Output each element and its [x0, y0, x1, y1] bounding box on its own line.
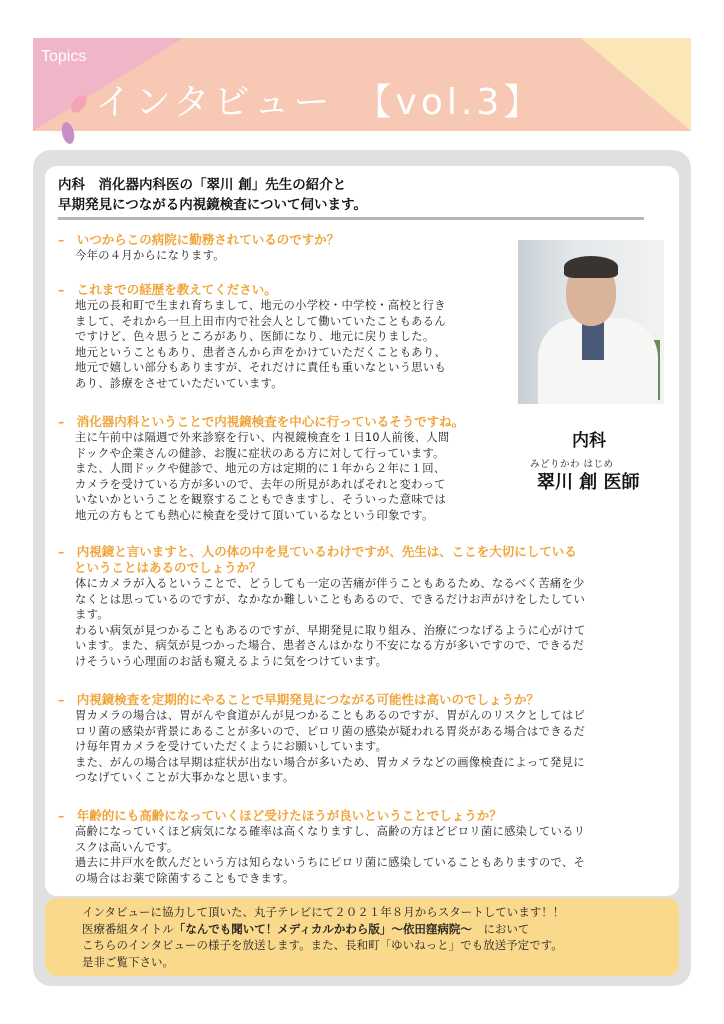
- qa-item: [58, 544, 668, 670]
- program-title: 「なんでも聞いて！メディカルかわら版」～依田窪病院～: [173, 921, 472, 936]
- note-line: 是非ご覧下さい。: [82, 954, 174, 969]
- answer: 地元の長和町で生まれ育ちまして、地元の小学校・中学校・高校と行き まして、それから一旦上田市内で社会人として働いていたこともあるん ですけど、色々思うところがあり、医師になり、地元に戻りました。 地元ということもあり、患者さんから声をかけていただくこともあり、 地元で嬉しい部分もありますが、それだけに責任も重いなという思いも あり、診療をさせていただいています。: [75, 299, 447, 390]
- qa-item: [58, 414, 528, 524]
- page-title: インタビュー 【vol.3】: [95, 82, 544, 123]
- question: – 内視鏡と言いますと、人の体の中を見ているわけですが、先生は、ここを大切にしている ということはあるのでしょうか？: [58, 544, 577, 575]
- intro-line: 内科 消化器内科医の「翠川 創」先生の紹介と: [58, 177, 347, 193]
- question: – いつからこの病院に勤務されているのですか？: [58, 232, 340, 247]
- answer: 今年の４月からになります。: [75, 249, 225, 262]
- question: – 消化器内科ということで内視鏡検査を中心に行っているそうですね。: [58, 414, 465, 429]
- question: – これまでの経歴を教えてください。: [58, 282, 277, 297]
- intro-heading: [58, 175, 648, 215]
- department-label: 内科: [572, 431, 606, 451]
- header-decoration-right: [581, 38, 691, 131]
- topics-label: Topics: [41, 48, 87, 65]
- doctor-portrait-photo: [518, 240, 664, 404]
- qa-item: [58, 692, 668, 786]
- answer: 体にカメラが入るということで、どうしても一定の苦痛が伴うこともあるため、なるべく苦痛を少 なくとは思っているのですが、なかなか難しいこともあるので、できるだけお声がけをしたしてい ます。 わるい病気が見つかることもあるのですが、早期発見に取り組み、治療につなげるように心がけて います。また、病気が見つかった場合、患者さんはかなり不安になる方が多いですので、できるだ けそういう心理面のお話も窺えるように気をつけています。: [75, 577, 586, 668]
- note-line: こちらのインタビューの様子を放送します。また、長和町「ゆいねっと」でも放送予定です。: [82, 938, 563, 952]
- note-text: 医療番組タイトル: [82, 921, 174, 936]
- qa-item: [58, 282, 508, 392]
- divider: [58, 217, 644, 220]
- note-text: において: [471, 921, 530, 936]
- doctor-name: 翠川 創 医師: [537, 472, 640, 493]
- note-line: [82, 921, 662, 938]
- note-line: インタビューに協力して頂いた、丸子テレビにて２０２１年８月からスタートしています！！: [82, 905, 565, 919]
- answer: 主に午前中は隔週で外来診察を行い、内視鏡検査を１日10人前後、人間 ドックや企業さんの健診、お腹に症状のある方に対して行っています。 また、人間ドックや健診で、地元の方は定期的に１年から２年に１回、 カメラを受けている方が多いので、去年の所見があればそれと変わって いないかということを観察することもできますし、そういった意味では 地元の方もとても熱心に検査を受けて頂いているなという印象です。: [75, 431, 450, 522]
- answer: 高齢になっていくほど病気になる確率は高くなりますし、高齢の方ほどピロリ菌に感染しているリ スクは高いんです。 過去に井戸水を飲んだという方は知らないうちにピロリ菌に感染していることもありますので、そ の場合はお薬で除菌することもできます。: [75, 825, 586, 885]
- header-banner: [33, 38, 691, 131]
- qa-item: [58, 808, 668, 886]
- broadcast-note-text: [82, 904, 662, 970]
- name-furigana: みどりかわ はじめ: [530, 459, 614, 470]
- answer: 胃カメラの場合は、胃がんや食道がんが見つかることもあるのですが、胃がんのリスクとしてはピ ロリ菌の感染が背景にあることが多いので、ピロリ菌の感染が疑われる胃炎がある場合はできるだ け毎年胃カメラを受けていただくようにお願いしています。 また、がんの場合は早期は症状が出ない場合が多いため、胃カメラなどの画像検査によって発見に つなげていくことが大事かなと思います。: [75, 709, 586, 785]
- question: – 内視鏡検査を定期的にやることで早期発見につながる可能性は高いのでしょうか？: [58, 692, 540, 707]
- qa-item: [58, 232, 508, 264]
- intro-line: 早期発見につながる内視鏡検査について伺います。: [58, 197, 367, 213]
- question: – 年齢的にも高齢になっていくほど受けたほうが良いということでしょうか？: [58, 808, 502, 823]
